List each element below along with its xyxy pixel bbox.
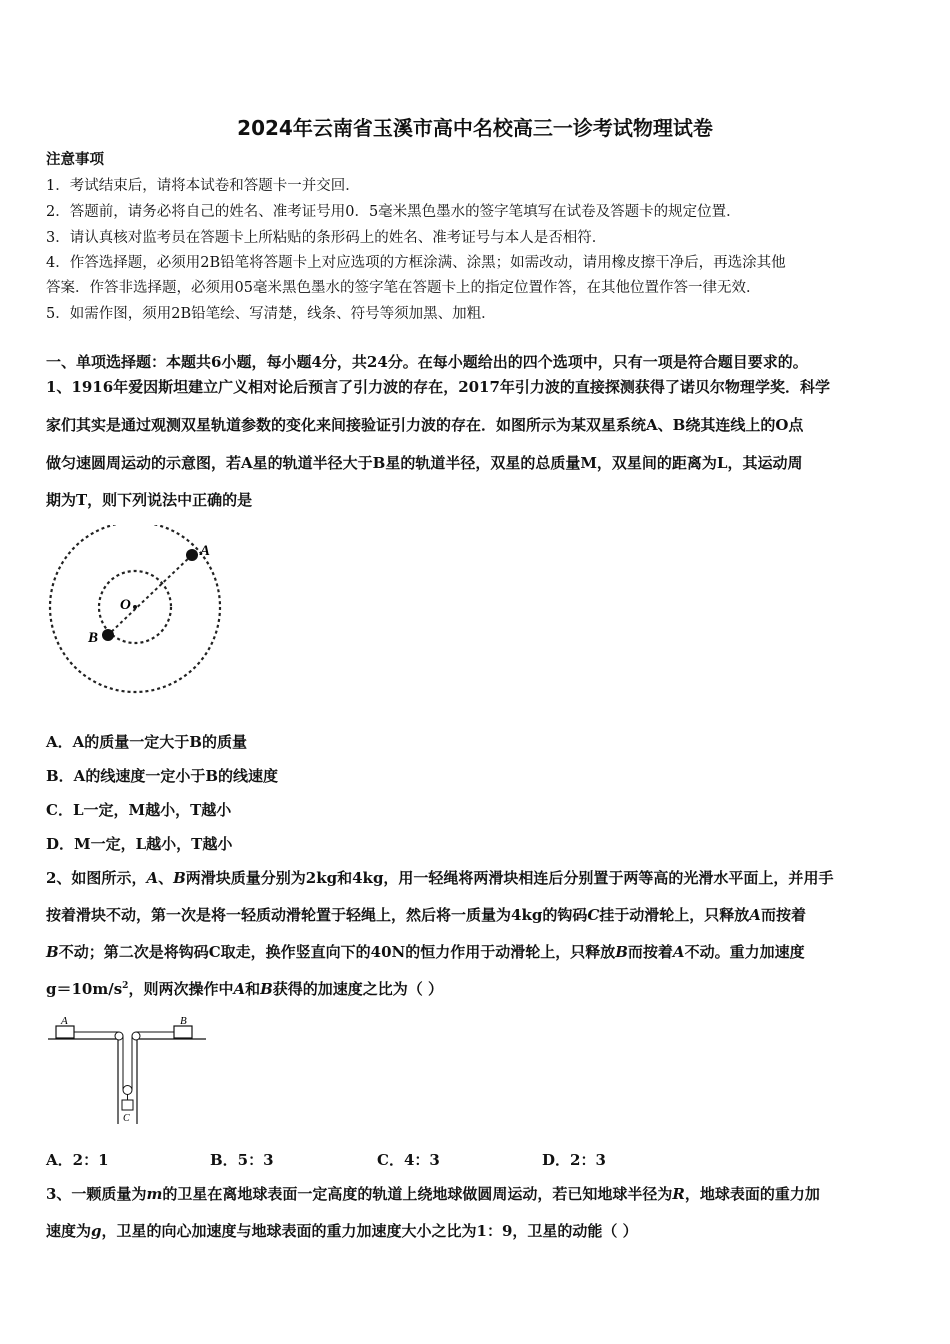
weight-c	[122, 1100, 133, 1110]
label-b: B	[88, 630, 99, 646]
binary-star-diagram	[40, 525, 230, 705]
label-a: A	[200, 543, 211, 559]
notice-item: 5．如需作图，须用2B铅笔绘、写清楚，线条、符号等须加黑、加粗．	[46, 306, 496, 322]
label-b: B	[180, 1015, 187, 1027]
question-3-line: 3、一颗质量为m的卫星在离地球表面一定高度的轨道上绕地球做圆周运动，若已知地球半径为R，地球表面的重力加	[46, 1185, 820, 1203]
question-1-line: 1、1916年爱因斯坦建立广义相对论后预言了引力波的存在，2017年引力波的直接探测获得了诺贝尔物理学奖．科学	[46, 378, 830, 396]
block-b	[174, 1026, 192, 1038]
option-a: A．2：1	[46, 1151, 109, 1169]
notice-heading: 注意事项	[46, 151, 104, 168]
star-b	[102, 629, 114, 641]
center-o	[133, 605, 137, 609]
section-heading: 一、单项选择题：本题共6小题，每小题4分，共24分。在每小题给出的四个选项中，只有一项是符合题目要求的。	[46, 353, 808, 371]
page-title: 2024年云南省玉溪市高中名校高三一诊考试物理试卷	[237, 116, 713, 140]
star-a	[186, 549, 198, 561]
notice-item: 3．请认真核对监考员在答题卡上所粘贴的条形码上的姓名、准考证号与本人是否相符．	[46, 230, 607, 246]
option-d: D．2：3	[542, 1151, 606, 1169]
question-2-line: B不动；第二次是将钩码C取走，换作竖直向下的40N的恒力作用于动滑轮上，只释放B而按着A不动。重力加速度	[46, 943, 805, 961]
option-a: A．A的质量一定大于B的质量	[46, 733, 247, 751]
corner-pulley-left	[115, 1032, 123, 1040]
question-2-line: 2、如图所示，A、B两滑块质量分别为2kg和4kg，用一轻绳将两滑块相连后分别置于两等高的光滑水平面上，并用手	[46, 869, 834, 887]
question-2-line: 按着滑块不动，第一次是将一轻质动滑轮置于轻绳上，然后将一质量为4kg的钩码C挂于动滑轮上，只释放A而按着	[46, 906, 806, 924]
notice-item: 答案．作答非选择题，必须用05毫米黑色墨水的签字笔在答题卡上的指定位置作答，在其他位置作答一律无效．	[46, 280, 761, 296]
option-b: B．5：3	[210, 1151, 274, 1169]
question-1-line: 期为T，则下列说法中正确的是	[46, 491, 253, 509]
block-a	[56, 1026, 74, 1038]
notice-item: 4．作答选择题，必须用2B铅笔将答题卡上对应选项的方框涂满、涂黑；如需改动，请用橡皮擦干净后，再选涂其他	[46, 255, 786, 271]
option-c: C．4：3	[377, 1151, 440, 1169]
label-c: C	[123, 1113, 130, 1124]
label-o: O	[120, 597, 131, 613]
question-2-line: $g=10m/s^2$，则两次操作中A和B获得的加速度之比为（ ）	[46, 980, 444, 998]
question-1-line: 做匀速圆周运动的示意图，若A星的轨道半径大于B星的轨道半径，双星的总质量M，双星间的距离为L，其运动周	[46, 454, 803, 472]
question-3-line: 速度为g，卫星的向心加速度与地球表面的重力加速度大小之比为1：9，卫星的动能（ ）	[46, 1222, 638, 1240]
option-d: D．M一定，L越小，T越小	[46, 835, 233, 853]
question-1-line: 家们其实是通过观测双星轨道参数的变化来间接验证引力波的存在．如图所示为某双星系统A、B绕其连线上的O点	[46, 416, 804, 434]
option-c: C．L一定，M越小，T越小	[46, 801, 232, 819]
label-a: A	[61, 1015, 68, 1027]
notice-item: 1．考试结束后，请将本试卷和答题卡一并交回．	[46, 178, 360, 194]
pulley-diagram	[44, 1012, 214, 1130]
notice-item: 2．答题前，请务必将自己的姓名、准考证号用0．5毫米黑色墨水的签字笔填写在试卷及答题卡的规定位置．	[46, 204, 741, 220]
option-b: B．A的线速度一定小于B的线速度	[46, 767, 278, 785]
connecting-line	[108, 555, 192, 635]
moving-pulley	[123, 1086, 132, 1095]
corner-pulley-right	[132, 1032, 140, 1040]
